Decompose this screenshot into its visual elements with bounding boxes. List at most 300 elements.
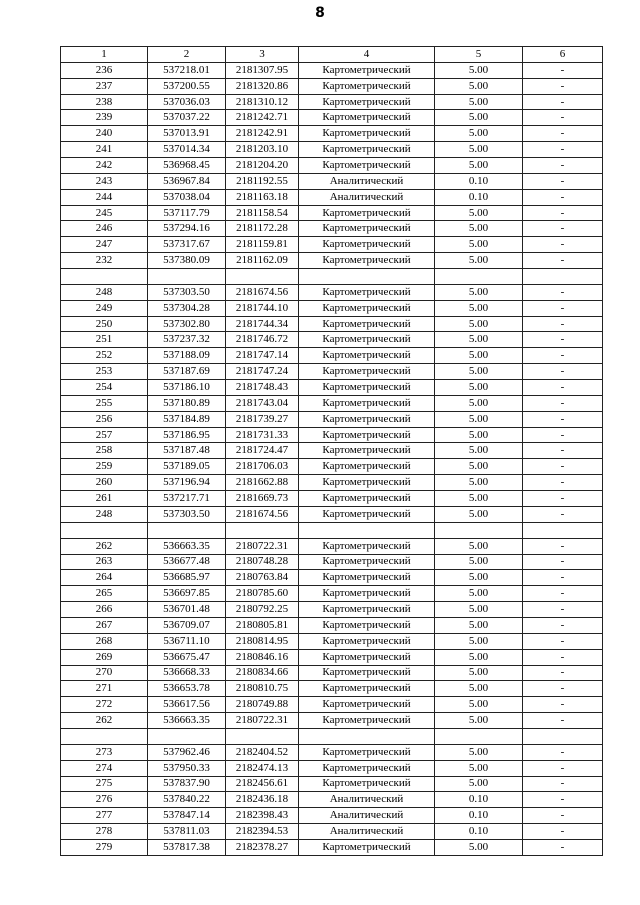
table-cell: -	[523, 380, 603, 396]
table-cell: 2181748.43	[226, 380, 299, 396]
table-cell: Картометрический	[299, 554, 435, 570]
table-cell: -	[523, 491, 603, 507]
table-cell: 537840.22	[148, 792, 226, 808]
table-cell: 5.00	[435, 602, 523, 618]
table-cell: 537317.67	[148, 237, 226, 253]
table-cell: 2181242.91	[226, 126, 299, 142]
table-cell: Картометрический	[299, 316, 435, 332]
table-cell: 537847.14	[148, 808, 226, 824]
table-cell: -	[523, 237, 603, 253]
header-cell: 5	[435, 47, 523, 63]
table-cell: Картометрический	[299, 633, 435, 649]
table-cell: Аналитический	[299, 808, 435, 824]
table-cell: 250	[61, 316, 148, 332]
table-cell: 0.10	[435, 824, 523, 840]
table-cell: 2180722.31	[226, 538, 299, 554]
table-cell: 0.10	[435, 792, 523, 808]
table-cell: 5.00	[435, 776, 523, 792]
table-cell: -	[523, 332, 603, 348]
table-cell: 536711.10	[148, 633, 226, 649]
table-cell: Картометрический	[299, 126, 435, 142]
table-cell	[523, 728, 603, 744]
table-cell: 5.00	[435, 284, 523, 300]
table-row	[61, 94, 603, 110]
table-row	[61, 284, 603, 300]
table-cell: -	[523, 554, 603, 570]
page-number: 8	[315, 5, 325, 21]
table-cell: 537303.50	[148, 506, 226, 522]
table-cell: 239	[61, 110, 148, 126]
table-row	[61, 760, 603, 776]
table-cell: Картометрический	[299, 697, 435, 713]
table-cell: 5.00	[435, 681, 523, 697]
table-cell: 536709.07	[148, 617, 226, 633]
table-cell: 5.00	[435, 78, 523, 94]
table-cell: -	[523, 713, 603, 729]
table-cell: 2181746.72	[226, 332, 299, 348]
table-cell: 537036.03	[148, 94, 226, 110]
table-cell: -	[523, 760, 603, 776]
table-cell: 258	[61, 443, 148, 459]
table-cell: 5.00	[435, 744, 523, 760]
table-cell: Картометрический	[299, 681, 435, 697]
table-cell: 271	[61, 681, 148, 697]
table-cell: 2181747.14	[226, 348, 299, 364]
table-cell: Картометрический	[299, 158, 435, 174]
table-cell: 537037.22	[148, 110, 226, 126]
table-cell: -	[523, 570, 603, 586]
table-row	[61, 237, 603, 253]
table-cell: 259	[61, 459, 148, 475]
table-cell: -	[523, 316, 603, 332]
table-row	[61, 142, 603, 158]
table-cell: 2181172.28	[226, 221, 299, 237]
table-cell: 537196.94	[148, 475, 226, 491]
table-row	[61, 602, 603, 618]
table-cell	[435, 269, 523, 285]
table-cell: 267	[61, 617, 148, 633]
table-cell: 262	[61, 538, 148, 554]
table-cell: 2180814.95	[226, 633, 299, 649]
table-cell: Картометрический	[299, 300, 435, 316]
table-cell: 536968.45	[148, 158, 226, 174]
table-cell: Картометрический	[299, 744, 435, 760]
table-cell: 537184.89	[148, 411, 226, 427]
table-cell: -	[523, 586, 603, 602]
table-cell: 536663.35	[148, 538, 226, 554]
table-row	[61, 380, 603, 396]
table-row	[61, 633, 603, 649]
table-cell: 537811.03	[148, 824, 226, 840]
table-cell: -	[523, 173, 603, 189]
table-cell: 5.00	[435, 713, 523, 729]
table-cell	[523, 522, 603, 538]
table-cell: -	[523, 665, 603, 681]
table-row	[61, 554, 603, 570]
table-cell: Картометрический	[299, 443, 435, 459]
table-row	[61, 459, 603, 475]
table-row	[61, 269, 603, 285]
table-cell: Аналитический	[299, 189, 435, 205]
table-cell: 270	[61, 665, 148, 681]
table-cell: Картометрический	[299, 142, 435, 158]
table-cell	[61, 269, 148, 285]
table-cell	[299, 522, 435, 538]
table-cell: 254	[61, 380, 148, 396]
table-cell: 264	[61, 570, 148, 586]
table-cell: 2181674.56	[226, 284, 299, 300]
table-cell: -	[523, 824, 603, 840]
table-cell: 536697.85	[148, 586, 226, 602]
table-cell: 243	[61, 173, 148, 189]
table-row	[61, 78, 603, 94]
table-cell: Картометрический	[299, 538, 435, 554]
table-cell: 537013.91	[148, 126, 226, 142]
header-cell: 6	[523, 47, 603, 63]
table-cell: -	[523, 602, 603, 618]
table-cell: 0.10	[435, 808, 523, 824]
table-cell: Картометрический	[299, 411, 435, 427]
table-cell: 2180785.60	[226, 586, 299, 602]
table-cell: -	[523, 94, 603, 110]
table-cell: 5.00	[435, 633, 523, 649]
table-row	[61, 697, 603, 713]
table-cell: -	[523, 205, 603, 221]
table-cell: 269	[61, 649, 148, 665]
table-cell: Картометрический	[299, 760, 435, 776]
table-cell: 536685.97	[148, 570, 226, 586]
table-cell	[148, 728, 226, 744]
table-cell: 536675.47	[148, 649, 226, 665]
table-row	[61, 538, 603, 554]
table-cell: 537188.09	[148, 348, 226, 364]
table-cell: 536617.56	[148, 697, 226, 713]
table-row	[61, 173, 603, 189]
table-cell: 5.00	[435, 205, 523, 221]
header-cell: 1	[61, 47, 148, 63]
table-cell: 536653.78	[148, 681, 226, 697]
table-cell: 2180749.88	[226, 697, 299, 713]
table-cell: 537817.38	[148, 839, 226, 855]
table-cell: 260	[61, 475, 148, 491]
table-cell: 2181662.88	[226, 475, 299, 491]
table-cell: Картометрический	[299, 776, 435, 792]
table-cell: 247	[61, 237, 148, 253]
table-cell: 2182474.13	[226, 760, 299, 776]
table-cell: -	[523, 681, 603, 697]
table-cell: -	[523, 617, 603, 633]
table-cell: Картометрический	[299, 348, 435, 364]
table-row	[61, 713, 603, 729]
table-cell	[226, 522, 299, 538]
table-cell: -	[523, 221, 603, 237]
table-cell: 537303.50	[148, 284, 226, 300]
table-cell: 261	[61, 491, 148, 507]
table-cell: 2181743.04	[226, 395, 299, 411]
table-cell: 2180810.75	[226, 681, 299, 697]
table-cell: 249	[61, 300, 148, 316]
table-cell: Аналитический	[299, 792, 435, 808]
table-cell: Картометрический	[299, 475, 435, 491]
table-row	[61, 427, 603, 443]
table-cell: Картометрический	[299, 649, 435, 665]
table-cell: 5.00	[435, 237, 523, 253]
table-cell: 2182378.27	[226, 839, 299, 855]
table-cell: 5.00	[435, 158, 523, 174]
table-cell: 275	[61, 776, 148, 792]
table-cell: Картометрический	[299, 491, 435, 507]
table-cell	[523, 269, 603, 285]
table-cell: Картометрический	[299, 586, 435, 602]
table-cell: 5.00	[435, 586, 523, 602]
table-cell: 2181203.10	[226, 142, 299, 158]
table-cell: 537218.01	[148, 62, 226, 78]
table-cell: 2180722.31	[226, 713, 299, 729]
table-cell: -	[523, 633, 603, 649]
table-cell: 2181192.55	[226, 173, 299, 189]
table-cell: -	[523, 253, 603, 269]
table-cell: 537380.09	[148, 253, 226, 269]
table-cell: 272	[61, 697, 148, 713]
table-cell	[435, 728, 523, 744]
table-cell: 5.00	[435, 760, 523, 776]
table-cell: 266	[61, 602, 148, 618]
table-cell: 5.00	[435, 110, 523, 126]
table-cell: 536967.84	[148, 173, 226, 189]
table-cell	[148, 522, 226, 538]
table-cell: 5.00	[435, 62, 523, 78]
table-cell: -	[523, 189, 603, 205]
table-cell: 5.00	[435, 427, 523, 443]
table-row	[61, 332, 603, 348]
table-cell: -	[523, 538, 603, 554]
table-cell	[148, 269, 226, 285]
table-row	[61, 205, 603, 221]
table-row	[61, 316, 603, 332]
table-cell: 237	[61, 78, 148, 94]
table-cell: 0.10	[435, 173, 523, 189]
table-cell: 537950.33	[148, 760, 226, 776]
table-cell: -	[523, 506, 603, 522]
table-cell: Аналитический	[299, 824, 435, 840]
table-cell: 252	[61, 348, 148, 364]
table-row	[61, 411, 603, 427]
table-row	[61, 506, 603, 522]
table-cell: 5.00	[435, 649, 523, 665]
table-cell: 537014.34	[148, 142, 226, 158]
table-row	[61, 395, 603, 411]
header-cell: 2	[148, 47, 226, 63]
table-cell	[435, 522, 523, 538]
table-cell: 537186.10	[148, 380, 226, 396]
table-cell: 536663.35	[148, 713, 226, 729]
table-cell: 2181674.56	[226, 506, 299, 522]
table-cell: -	[523, 348, 603, 364]
table-cell: 251	[61, 332, 148, 348]
table-cell: 2182436.18	[226, 792, 299, 808]
table-cell: 2182456.61	[226, 776, 299, 792]
table-cell: -	[523, 411, 603, 427]
table-cell: 2182398.43	[226, 808, 299, 824]
table-cell: 255	[61, 395, 148, 411]
table-cell: 0.10	[435, 189, 523, 205]
table-cell: Картометрический	[299, 506, 435, 522]
table-cell: Картометрический	[299, 665, 435, 681]
table-cell: 5.00	[435, 570, 523, 586]
table-cell	[299, 728, 435, 744]
table-cell: 2180792.25	[226, 602, 299, 618]
table-cell: 2181747.24	[226, 364, 299, 380]
table-cell: 5.00	[435, 411, 523, 427]
table-cell: 274	[61, 760, 148, 776]
table-cell: 2180748.28	[226, 554, 299, 570]
table-row	[61, 443, 603, 459]
table-cell	[226, 269, 299, 285]
table-cell: 2181724.47	[226, 443, 299, 459]
table-cell: 5.00	[435, 395, 523, 411]
table-cell: Картометрический	[299, 94, 435, 110]
table-cell: -	[523, 300, 603, 316]
table-cell	[226, 728, 299, 744]
table-cell: 2180763.84	[226, 570, 299, 586]
table-cell: 5.00	[435, 126, 523, 142]
table-cell: 5.00	[435, 617, 523, 633]
table-cell: 236	[61, 62, 148, 78]
table-cell: Картометрический	[299, 62, 435, 78]
table-row	[61, 839, 603, 855]
table-cell: 537302.80	[148, 316, 226, 332]
table-cell: 5.00	[435, 839, 523, 855]
table-cell: 2180805.81	[226, 617, 299, 633]
table-row	[61, 681, 603, 697]
table-cell: 265	[61, 586, 148, 602]
table-cell: 5.00	[435, 332, 523, 348]
table-row	[61, 824, 603, 840]
table-row	[61, 522, 603, 538]
table-cell: 276	[61, 792, 148, 808]
table-cell: Картометрический	[299, 427, 435, 443]
table-cell: 2181307.95	[226, 62, 299, 78]
table-cell: 537186.95	[148, 427, 226, 443]
table-cell: 5.00	[435, 221, 523, 237]
table-row	[61, 728, 603, 744]
table-row	[61, 665, 603, 681]
table-cell: -	[523, 78, 603, 94]
table-cell: 2181163.18	[226, 189, 299, 205]
table-cell	[299, 269, 435, 285]
table-cell: 279	[61, 839, 148, 855]
table-cell: 253	[61, 364, 148, 380]
table-cell: 5.00	[435, 94, 523, 110]
table-cell: -	[523, 475, 603, 491]
table-cell: Картометрический	[299, 110, 435, 126]
table-cell: 537294.16	[148, 221, 226, 237]
table-cell: 5.00	[435, 316, 523, 332]
table-cell: 5.00	[435, 491, 523, 507]
table-cell: Картометрический	[299, 78, 435, 94]
table-cell: Картометрический	[299, 237, 435, 253]
table-cell: 537117.79	[148, 205, 226, 221]
table-row	[61, 300, 603, 316]
table-cell: 2180834.66	[226, 665, 299, 681]
table-cell: -	[523, 744, 603, 760]
table-cell: 232	[61, 253, 148, 269]
table-cell: Картометрический	[299, 332, 435, 348]
table-row	[61, 189, 603, 205]
table-row	[61, 617, 603, 633]
table-cell: 2181242.71	[226, 110, 299, 126]
table-cell: 537189.05	[148, 459, 226, 475]
table-cell: 2181669.73	[226, 491, 299, 507]
table-cell: 245	[61, 205, 148, 221]
table-cell: 5.00	[435, 554, 523, 570]
table-cell: 537962.46	[148, 744, 226, 760]
table-cell: -	[523, 142, 603, 158]
table-cell: -	[523, 126, 603, 142]
table-cell: 2181310.12	[226, 94, 299, 110]
table-cell: -	[523, 62, 603, 78]
table-cell: 273	[61, 744, 148, 760]
table-cell: Картометрический	[299, 253, 435, 269]
table-cell: Картометрический	[299, 459, 435, 475]
table-cell: 262	[61, 713, 148, 729]
table-cell: 5.00	[435, 697, 523, 713]
table-cell: 537187.69	[148, 364, 226, 380]
table-cell: Картометрический	[299, 221, 435, 237]
table-cell: 248	[61, 284, 148, 300]
table-cell: 241	[61, 142, 148, 158]
table-row	[61, 475, 603, 491]
table-row	[61, 126, 603, 142]
table-cell: 5.00	[435, 459, 523, 475]
table-cell: -	[523, 364, 603, 380]
table-cell: -	[523, 158, 603, 174]
table-cell: 5.00	[435, 253, 523, 269]
table-cell: Картометрический	[299, 570, 435, 586]
table-cell: -	[523, 459, 603, 475]
table-cell: -	[523, 284, 603, 300]
table-row	[61, 491, 603, 507]
table-cell: 537200.55	[148, 78, 226, 94]
table-cell: 537237.32	[148, 332, 226, 348]
header-cell: 4	[299, 47, 435, 63]
table-row	[61, 744, 603, 760]
table-row	[61, 221, 603, 237]
table-cell: 2181158.54	[226, 205, 299, 221]
table-row	[61, 776, 603, 792]
table-cell: 537217.71	[148, 491, 226, 507]
table-cell: -	[523, 110, 603, 126]
table-cell: 263	[61, 554, 148, 570]
table-cell	[61, 728, 148, 744]
table-cell: 537180.89	[148, 395, 226, 411]
table-row	[61, 792, 603, 808]
table-cell: Картометрический	[299, 205, 435, 221]
table-cell: Картометрический	[299, 839, 435, 855]
table-cell: 5.00	[435, 538, 523, 554]
table-cell: 2182404.52	[226, 744, 299, 760]
table-cell: 536701.48	[148, 602, 226, 618]
table-cell: -	[523, 697, 603, 713]
table-cell: 2181162.09	[226, 253, 299, 269]
table-cell: 537837.90	[148, 776, 226, 792]
table-cell: 246	[61, 221, 148, 237]
coordinates-table	[60, 46, 603, 856]
table-cell: 5.00	[435, 443, 523, 459]
table-row	[61, 158, 603, 174]
table-cell: 2181744.34	[226, 316, 299, 332]
table-cell: Аналитический	[299, 173, 435, 189]
